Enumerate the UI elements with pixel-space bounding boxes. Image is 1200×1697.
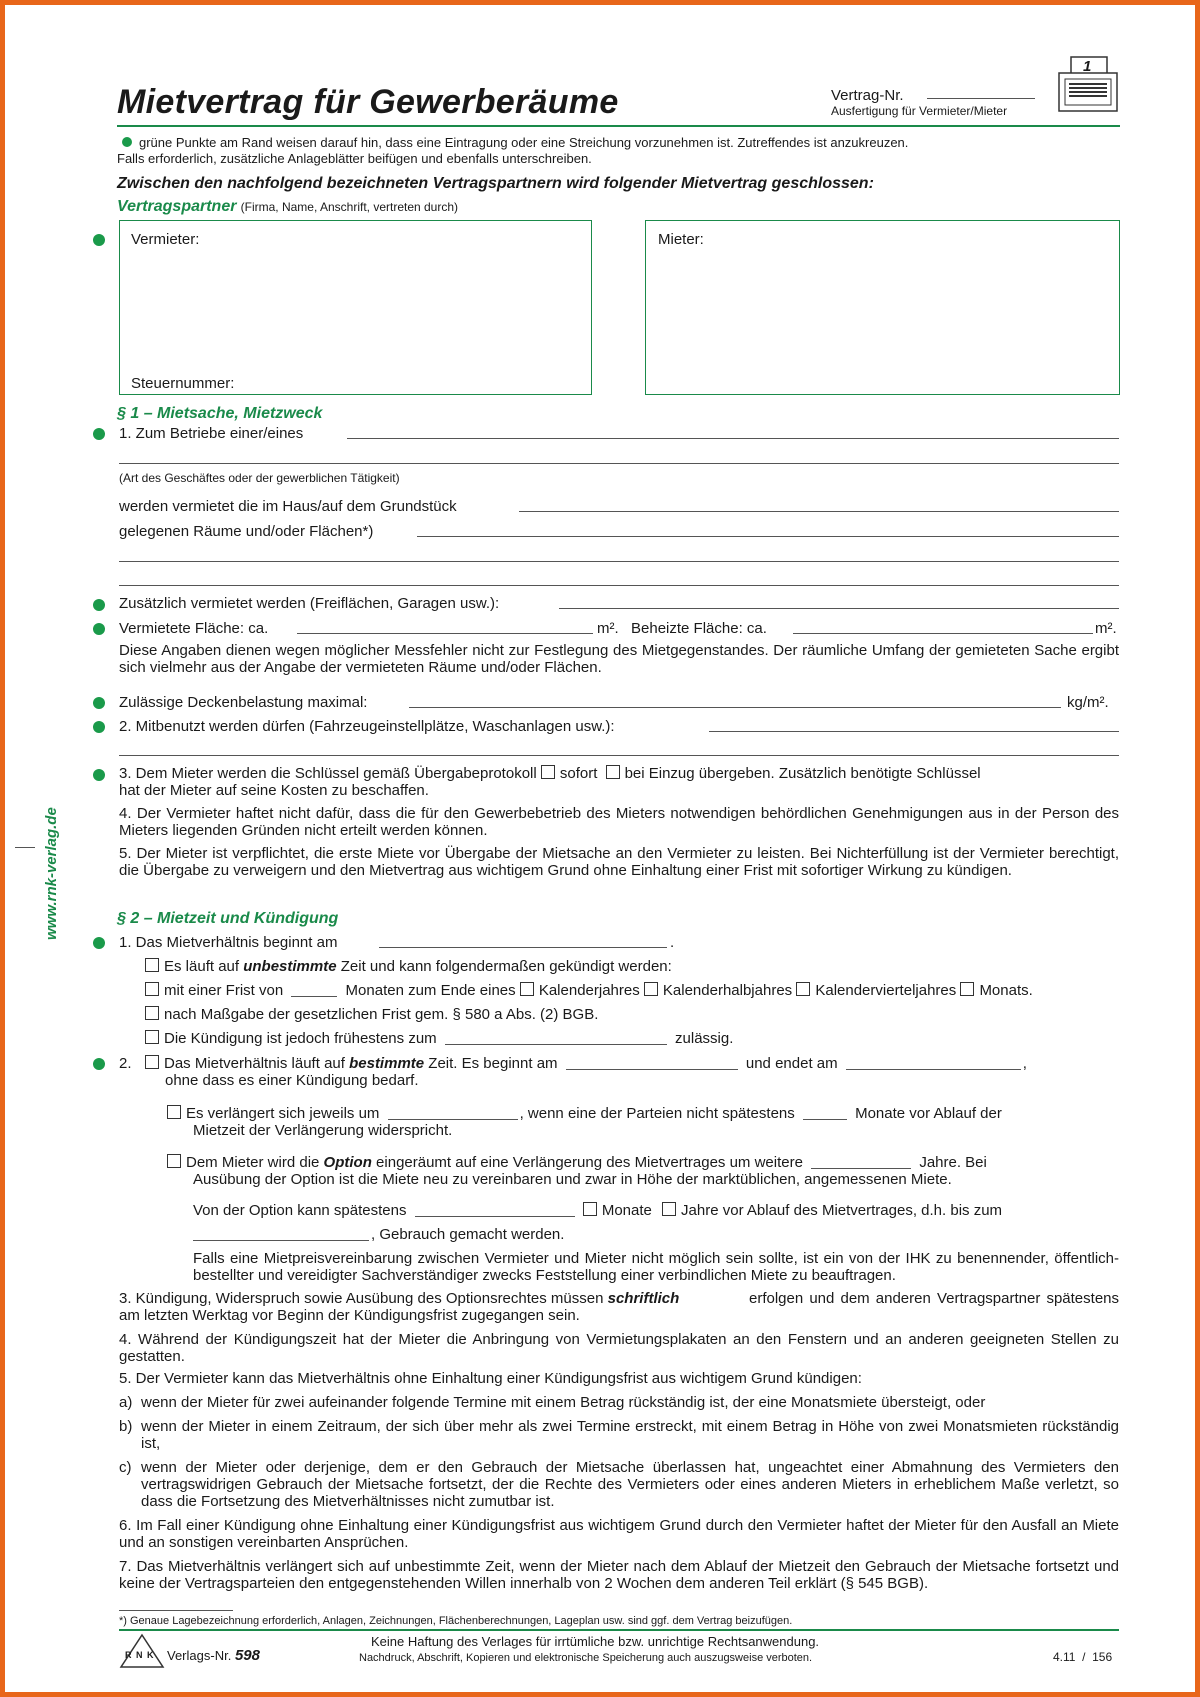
intro-dot: [122, 137, 132, 147]
keys-text: 3. Dem Mieter werden die Schlüssel gemäß Übergabeprotokoll: [119, 765, 537, 782]
tax-number-label: Steuernummer:: [131, 375, 235, 392]
partners-label: Vertragspartner: [117, 198, 237, 215]
footer-rule: [119, 1629, 1119, 1631]
clause-5c: wenn der Mieter oder derjenige, dem er den Gebrauch der Mietsache überlassen hat, ungeachtet einer Abmahnung des Vermieters den vertragswidrigen Gebrauch der Mietsache fortsetzt, der die Rechte des Vermieters oder eines anderen Mieters in erheblichem Maße verletzt, so dass die Fortsetzung des Mietverhältnisses nicht zumutbar ist.: [141, 1459, 1119, 1510]
publisher-logo: [119, 1633, 165, 1669]
business-field[interactable]: [347, 438, 1119, 439]
option-until-field[interactable]: [193, 1228, 369, 1241]
calendar-year-label: Kalenderjahres: [538, 982, 640, 999]
option-text-d: Jahre. Bei: [919, 1154, 987, 1171]
heated-field[interactable]: [793, 633, 1093, 634]
fixed-term-text-d: und endet am: [745, 1055, 838, 1072]
earliest-text-b: zulässig.: [675, 1030, 734, 1047]
intro-heading: Zwischen den nachfolgend bezeichneten Vertragspartnern wird folgender Mietvertrag geschlossen:: [117, 175, 874, 192]
option-checkbox[interactable]: [167, 1154, 181, 1168]
calendar-year-checkbox[interactable]: [520, 982, 534, 996]
keys-move-in-label: bei Einzug übergeben. Zusätzlich benötigte Schlüssel: [624, 765, 981, 782]
page-title: Mietvertrag für Gewerberäume: [117, 83, 619, 121]
landlord-box[interactable]: [119, 220, 592, 395]
house-field[interactable]: [519, 511, 1119, 512]
fixed-term-number: 2.: [119, 1055, 132, 1072]
statutory-checkbox[interactable]: [145, 1006, 159, 1020]
contract-no-field[interactable]: [927, 98, 1035, 99]
keys-move-in-checkbox[interactable]: [606, 765, 620, 779]
unlimited-checkbox[interactable]: [145, 958, 159, 972]
start-dot: .: [670, 934, 675, 951]
required-dot: [93, 1058, 105, 1070]
option-text-a: Dem Mieter wird die: [186, 1154, 320, 1171]
fixed-term-checkbox[interactable]: [145, 1055, 159, 1069]
option-years-field[interactable]: [811, 1156, 911, 1169]
option-months-checkbox[interactable]: [583, 1202, 597, 1216]
landlord-label: Vermieter:: [131, 231, 200, 248]
fixed-end-field[interactable]: [846, 1057, 1021, 1070]
statutory-line: [145, 1006, 598, 1023]
clause-5c-label: c): [119, 1459, 132, 1476]
business-field-2[interactable]: [119, 463, 1119, 464]
start-label: 1. Das Mietverhältnis beginnt am: [119, 934, 338, 951]
clause-3-text-a: 3. Kündigung, Widerspruch sowie Ausübung des Optionsrechtes müssen: [119, 1290, 604, 1307]
ihk-clause: Falls eine Mietpreisvereinbarung zwischen Vermieter und Mieter nicht möglich sein sollte, ist ein von der IHK zu benennender, öffentlich-bestellter und vereidigter Sachverständiger zwecks Feststellung einer verbindlichen Miete zu beauftragen.: [193, 1250, 1119, 1284]
notice-text-b: Monaten zum Ende eines: [345, 982, 516, 999]
start-field[interactable]: [379, 947, 667, 948]
business-label: 1. Zum Betriebe einer/eines: [119, 425, 304, 442]
copy-label: Ausfertigung für Vermieter/Mieter: [831, 104, 1008, 118]
earliest-text-a: Die Kündigung ist jedoch frühestens zum: [164, 1030, 437, 1047]
area-label: Vermietete Fläche: ca.: [119, 620, 269, 637]
required-dot: [93, 769, 105, 781]
publisher-number-line: [167, 1647, 260, 1664]
extension-text-b: , wenn eine der Parteien nicht spätestens: [519, 1105, 795, 1122]
contract-no-label: Vertrag-Nr.: [831, 87, 904, 104]
calendar-quarter-checkbox[interactable]: [796, 982, 810, 996]
ceiling-unit: kg/m².: [1067, 694, 1109, 711]
additional-label: Zusätzlich vermietet werden (Freiflächen, Garagen usw.):: [119, 595, 500, 612]
extension-checkbox[interactable]: [167, 1105, 181, 1119]
section-2-heading: § 2 – Mietzeit und Kündigung: [117, 910, 339, 927]
heated-label: Beheizte Fläche: ca.: [631, 620, 767, 637]
publisher-label: Verlags-Nr.: [167, 1648, 232, 1663]
header-rule: [117, 125, 1120, 127]
extension-line: [167, 1105, 1002, 1122]
section-1-heading: § 1 – Mietsache, Mietzweck: [117, 405, 323, 422]
fixed-start-field[interactable]: [566, 1057, 738, 1070]
fixed-term-line: Das Mietverhältnis läuft auf bestimmte Zeit. Es beginnt am und endet am ,: [145, 1055, 1027, 1072]
disclaimer-2: Nachdruck, Abschrift, Kopieren und elektronische Speicherung auch auszugsweise verboten.: [359, 1652, 813, 1664]
clause-5a: wenn der Mieter für zwei aufeinander folgende Termine mit einem Betrag rückständig ist, der eine Monatsmiete übersteigt, oder: [141, 1394, 986, 1411]
option-years-label: Jahre vor Ablauf des Mietvertrages, d.h. bis zum: [681, 1202, 1003, 1219]
ceiling-field[interactable]: [409, 707, 1061, 708]
fixed-term-term: bestimmte: [349, 1055, 425, 1072]
calendar-quarter-label: Kalendervierteljahres: [815, 982, 957, 999]
house-label: werden vermietet die im Haus/auf dem Grundstück: [119, 498, 457, 515]
s1-clause-4: 4. Der Vermieter haftet nicht dafür, dass die für den Gewerbebetrieb des Mieters notwendigen behördlichen Genehmigungen aus in der Person des Mieters liegenden Gründen nicht erteilt werden können.: [119, 805, 1119, 839]
extension-months-field[interactable]: [803, 1107, 847, 1120]
statutory-text: nach Maßgabe der gesetzlichen Frist gem. § 580 a Abs. (2) BGB.: [164, 1006, 599, 1023]
required-dot: [93, 937, 105, 949]
option-use-text-a: Von der Option kann spätestens: [193, 1202, 407, 1219]
s2-clause-6: 6. Im Fall einer Kündigung ohne Einhaltung einer Kündigungsfrist aus wichtigem Grund durch den Vermieter haftet der Mieter für den Ausfall an Miete und an sonstigen vereinbarten Ansprüchen.: [119, 1517, 1119, 1551]
month-checkbox[interactable]: [960, 982, 974, 996]
required-dot: [93, 623, 105, 635]
option-deadline-field[interactable]: [415, 1204, 575, 1217]
keys-immediately-label: sofort: [559, 765, 598, 782]
extension-text-a: Es verlängert sich jeweils um: [186, 1105, 380, 1122]
month-label: Monats.: [979, 982, 1033, 999]
copy-number-icon: [1057, 55, 1119, 113]
unlimited-text-c: Zeit und kann folgendermaßen gekündigt werden:: [340, 958, 672, 975]
earliest-date-field[interactable]: [445, 1032, 667, 1045]
keys-line: [119, 765, 981, 782]
fixed-term-text-a: Das Mietverhältnis läuft auf: [164, 1055, 345, 1072]
publisher-logo-text: R N K: [125, 1650, 155, 1660]
ceiling-label: Zulässige Deckenbelastung maximal:: [119, 694, 368, 711]
calendar-half-checkbox[interactable]: [644, 982, 658, 996]
s2-clause-3-body: erfolgen und dem anderen Vertragspartner spätestens am letzten Werktag vor Beginn der Kündigungsfrist zugegangen sein.: [119, 1290, 1119, 1324]
footnote: *) Genaue Lagebezeichnung erforderlich, Anlagen, Zeichnungen, Flächenberechnungen, Lageplan usw. sind ggf. dem Vertrag beizufügen.: [119, 1615, 793, 1627]
s2-clause-7: 7. Das Mietverhältnis verlängert sich auf unbestimmte Zeit, wenn der Mieter nach dem Ablauf der Mietzeit den Gebrauch der Mietsache fortsetzt und keine der Vertragsparteien den entgegenstehenden Willen innerhalb von 2 Wochen dem anderen Teil erklärt (§ 545 BGB).: [119, 1558, 1119, 1592]
copy-number: 1: [1083, 58, 1092, 75]
option-text-c: eingeräumt auf eine Verlängerung des Mietvertrages um weitere: [376, 1154, 803, 1171]
extension-text-c: Monate vor Ablauf der: [855, 1105, 1002, 1122]
option-use-line: [193, 1202, 1002, 1219]
publisher-number: 598: [234, 1647, 260, 1664]
earliest-checkbox[interactable]: [145, 1030, 159, 1044]
form-version: 4.11 / 156: [1053, 1650, 1113, 1664]
shared-use-field[interactable]: [709, 731, 1119, 732]
option-use-line-2: [193, 1226, 564, 1243]
rooms-field[interactable]: [417, 536, 1119, 537]
business-hint: (Art des Geschäftes oder der gewerblichen Tätigkeit): [119, 471, 400, 485]
option-line-2: Ausübung der Option ist die Miete neu zu vereinbaren und zwar in Höhe der marktüblichen, angemessenen Miete.: [193, 1171, 952, 1188]
required-dot: [93, 697, 105, 709]
extension-period-field[interactable]: [388, 1107, 518, 1120]
fixed-term-text-c: Zeit. Es beginnt am: [428, 1055, 558, 1072]
required-dot: [93, 721, 105, 733]
clause-5a-label: a): [119, 1394, 133, 1411]
heated-unit: m².: [1095, 620, 1117, 637]
keys-line-2: hat der Mieter auf seine Kosten zu beschaffen.: [119, 782, 429, 799]
intro-line-1: grüne Punkte am Rand weisen darauf hin, dass eine Eintragung oder eine Streichung vorzunehmen ist. Zutreffendes ist anzukreuzen.: [139, 135, 909, 150]
s1-clause-5: 5. Der Mieter ist verpflichtet, die erste Miete vor Übergabe der Mietsache an den Vermieter zu leisten. Bei Nichterfüllung ist der Vermieter berechtigt, die Übergabe zu verweigern und den Mietvertrag aus wichtigem Grund ohne Einhaltung einer Frist mit sofortiger Wirkung zu kündigen.: [119, 845, 1119, 879]
keys-immediately-checkbox[interactable]: [541, 765, 555, 779]
rooms-field-3[interactable]: [119, 585, 1119, 586]
clause-5b-label: b): [119, 1418, 133, 1435]
partners-heading: [117, 198, 458, 216]
clause-3-term: schriftlich: [607, 1290, 680, 1307]
area-unit: m².: [597, 620, 619, 637]
notice-text-a: mit einer Frist von: [164, 982, 284, 999]
earliest-line: [145, 1030, 733, 1047]
fixed-term-line-2: ohne dass es einer Kündigung bedarf.: [165, 1072, 419, 1089]
area-field[interactable]: [297, 633, 593, 634]
fold-mark: [15, 847, 35, 848]
clause-5b: wenn der Mieter in einem Zeitraum, der sich über mehr als zwei Termine erstreckt, mit einem Betrag in Höhe von zwei Monatsmieten rückständig ist,: [141, 1418, 1119, 1452]
option-use-text-b: , Gebrauch gemacht werden.: [371, 1226, 565, 1243]
tenant-label: Mieter:: [658, 231, 704, 248]
unlimited-term: unbestimmte: [243, 958, 337, 975]
option-term: Option: [323, 1154, 372, 1171]
notice-line: [145, 982, 1033, 999]
option-line: [167, 1154, 987, 1171]
shared-use-label: 2. Mitbenutzt werden dürfen (Fahrzeugeinstellplätze, Waschanlagen usw.):: [119, 718, 615, 735]
area-note: Diese Angaben dienen wegen möglicher Messfehler nicht zur Festlegung des Mietgegenstandes. Der räumliche Umfang der gemieteten Sache ergibt sich vielmehr aus der Angabe der vermieteten Räume und/oder Flächen.: [119, 642, 1119, 676]
disclaimer-1: Keine Haftung des Verlages für irrtümliche bzw. unrichtige Rechtsanwendung.: [371, 1634, 820, 1649]
required-dot: [93, 599, 105, 611]
calendar-half-label: Kalenderhalbjahres: [662, 982, 793, 999]
unlimited-line: [145, 958, 672, 975]
footnote-rule: [119, 1610, 233, 1611]
intro-line-2: Falls erforderlich, zusätzliche Anlageblätter beifügen und ebenfalls unterschreiben.: [117, 151, 592, 166]
extension-line-2: Mietzeit der Verlängerung widerspricht.: [193, 1122, 453, 1139]
s2-clause-5: 5. Der Vermieter kann das Mietverhältnis ohne Einhaltung einer Kündigungsfrist aus wichtigem Grund kündigen:: [119, 1370, 862, 1387]
required-dot: [93, 234, 105, 246]
required-dot: [93, 428, 105, 440]
option-years-checkbox[interactable]: [662, 1202, 676, 1216]
s2-clause-4: 4. Während der Kündigungszeit hat der Mieter die Anbringung von Vermietungsplakaten an den Fenstern und an anderen geeigneten Stellen zu gestatten.: [119, 1331, 1119, 1365]
shared-use-field-2[interactable]: [119, 755, 1119, 756]
partners-hint: (Firma, Name, Anschrift, vertreten durch): [240, 200, 459, 214]
tenant-box[interactable]: [645, 220, 1120, 395]
publisher-url[interactable]: www.rnk-verlag.de: [43, 807, 60, 940]
additional-field[interactable]: [559, 608, 1119, 609]
rooms-label: gelegenen Räume und/oder Flächen*): [119, 523, 374, 540]
rooms-field-2[interactable]: [119, 561, 1119, 562]
option-months-label: Monate: [601, 1202, 652, 1219]
notice-months-field[interactable]: [291, 984, 337, 997]
unlimited-text-a: Es läuft auf: [164, 958, 240, 975]
notice-checkbox[interactable]: [145, 982, 159, 996]
